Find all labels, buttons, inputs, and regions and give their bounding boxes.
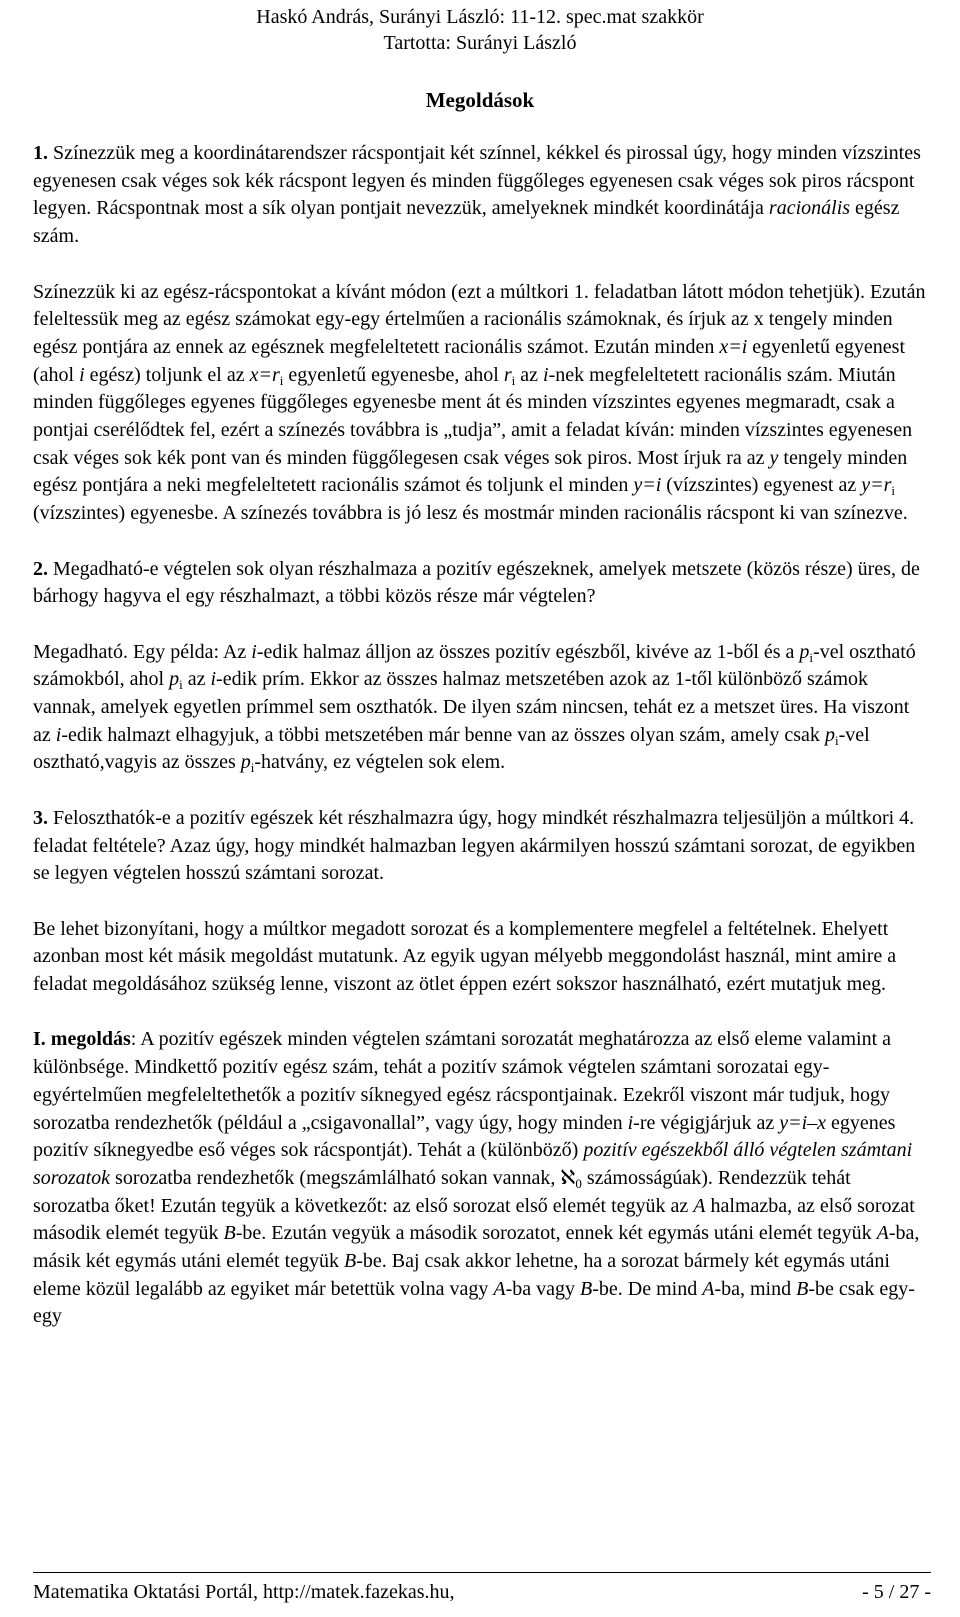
header-lecturer: Tartotta: Surányi László	[383, 32, 577, 54]
footer-source: Matematika Oktatási Portál, http://matek.fazekas.hu,	[33, 1581, 455, 1603]
document-body	[33, 140, 931, 1331]
problem-2-statement: 2. Megadható-e végtelen sok olyan részhalmaza a pozitív egészeknek, amelyek metszete (közös része) üres, de bárhogy hagyva el egy részhalmazt, a többi közös része már végtelen?	[33, 557, 920, 608]
problem-number: 2.	[33, 557, 48, 580]
footer-divider	[33, 1572, 931, 1573]
page-header	[0, 0, 960, 56]
problem-1-statement: 1. Színezzük meg a koordinátarendszer rácspontjait két színnel, kékkel és pirossal úgy, hogy minden vízszintes egyenesen csak véges sok kék rácspont legyen és minden függőleges egyenesen csak véges sok piros rácspont legyen. Rácspontnak most a sík olyan pontjait nevezzük, amelyeknek mindkét koordinátája racionális egész szám.	[33, 142, 921, 248]
problem-number: 3.	[33, 806, 48, 829]
page-number: - 5 / 27 -	[862, 1581, 931, 1603]
problem-number: 1.	[33, 142, 48, 164]
problem-3-solution-1: I. megoldás: A pozitív egészek minden végtelen számtani sorozatát meghatározza az első eleme valamint a különbsége. Mindkettő pozitív egész szám, tehát a pozitív számok végtelen számtani sorozatai egy-egyértelműen megfeleltethetők a pozitív síknegyed egész rácspontjainak. Ezekről viszont már tudjuk, hogy sorozatba rendezhetők (például a „csigavonallal”, vagy úgy, hogy minden i-re végigjárjuk az y=i–x egyenes pozitív síknegyedbe eső véges sok rácspontját). Tehát a (különböző) pozitív egészekből álló végtelen számtani sorozatok sorozatba rendezhetők (megszámlálható sokan vannak, ℵ$_0$ számosságúak). Rendezzük tehát sorozatba őket! Ezután tegyük a következőt: az első sorozat első elemét tegyük az A halmazba, az első sorozat második elemét tegyük B-be. Ezután vegyük a második sorozatot, ennek két egymás utáni elemét tegyük A-ba, másik két egymás utáni elemét tegyük B-be. Baj csak akkor lehetne, ha a sorozat bármely két egymás utáni eleme közül legalább az egyiket már betettük volna vagy A-ba vagy B-be. De mind A-ba, mind B-be csak egy-egy	[33, 1028, 920, 1328]
problem-3-statement: 3. Feloszthatók-e a pozitív egészek két részhalmazra úgy, hogy mindkét részhalmazra teljesüljön a múltkori 4. feladat feltétele? Azaz úgy, hogy mindkét halmazban legyen akármilyen hosszú számtani sorozat, de egyikben se legyen végtelen hosszú számtani sorozat.	[33, 806, 916, 885]
header-authors: Haskó András, Surányi László: 11-12. spec.mat szakkör	[256, 6, 704, 28]
solution-label: I. megoldás	[33, 1028, 131, 1051]
problem-2-solution: Megadható. Egy példa: Az i-edik halmaz álljon az összes pozitív egészből, kivéve az 1-ből és a $p_i$-vel osztható számokból, ahol $p_i$ az i-edik prím. Ekkor az összes halmaz metszetében azok az 1-től különböző számok vannak, amelyek egyetlen prímmel sem oszthatók. De ilyen szám nincsen, tehát ez a metszet üres. Ha viszont az i-edik halmazt elhagyjuk, a többi metszetében már benne van az összes olyan szám, amely csak $p_i$-vel osztható,vagyis az összes $p_i$-hatvány, ez végtelen sok elem.	[33, 640, 916, 776]
problem-1-solution: Színezzük ki az egész-rácspontokat a kívánt módon (ezt a múltkori 1. feladatban látott módon tehetjük). Ezután feleltessük meg az egész számokat egy-egy értelműen a racionális számoknak, és írjuk az x tengely minden egész pontjára az ennek az egésznek megfeleltetett racionális számot. Ezután minden x=i egyenletű egyenest (ahol i egész) toljunk el az $x=r_i$ egyenletű egyenesbe, ahol $r_i$ az i-nek megfeleltetett racionális szám. Miután minden függőleges egyenes függőleges egyenesbe ment át és minden vízszintes egyenes megmaradt, csak a pontjai cserélődtek fel, ezért a színezés továbbra is „tudja”, amit a feladat kíván: minden vízszintes egyenesen csak véges sok kék pont van és minden függőlegesen csak véges sok piros. Most írjuk ra az y tengely minden egész pontjára a neki megfeleltetett racionális számot és toljunk el minden y=i (vízszintes) egyenest az $y=r_i$ (vízszintes) egyenesbe. A színezés továbbra is jó lesz és mostmár minden racionális rácspont ki van színezve.	[33, 280, 926, 525]
page-footer	[33, 1578, 931, 1606]
page-title: Megoldások	[425, 88, 535, 112]
problem-3-intro: Be lehet bizonyítani, hogy a múltkor megadott sorozat és a komplementere megfelel a feltételnek. Ehelyett azonban most két másik megoldást mutatunk. Az egyik ugyan mélyebb meggondolást használ, mint amire a feladat megoldásához szükség lenne, viszont az ötlet éppen ezért sokszor használható, ezért mutatjuk meg.	[33, 917, 897, 996]
